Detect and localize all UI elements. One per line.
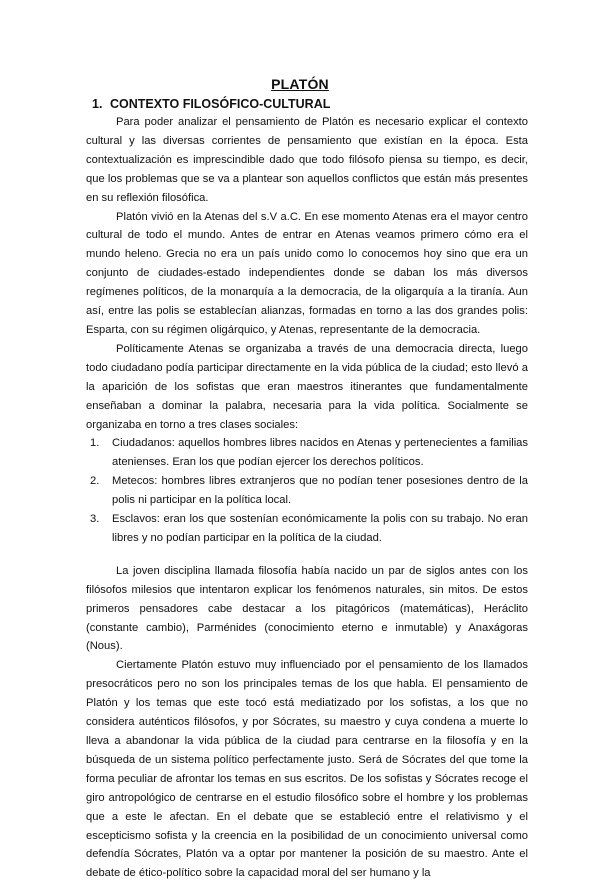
paragraph-politics: Políticamente Atenas se organizaba a través de una democracia directa, luego todo ciudadano podía participar directamente en la vida pública de la ciudad; esto llevó a la aparición de los sofistas que eran maestros itinerantes que fundamentalmente enseñaban a dominar la palabra, necesaria para la vida política. Socialmente se organizaba en torno a tres clases sociales: (86, 342, 528, 431)
document-body (86, 113, 528, 883)
section-heading (92, 97, 330, 111)
social-classes-list (86, 434, 528, 547)
list-item-text: Metecos: hombres libres extranjeros que no podían tener posesiones dentro de la polis ni participar en la política local. (112, 475, 528, 507)
paragraph-athens: Platón vivió en la Atenas del s.V a.C. En ese momento Atenas era el mayor centro cultural de todo el mundo. Antes de entrar en Atenas veamos primero cómo era el mundo heleno. Grecia no era un país unido como lo conocemos hoy sino que era un conjunto de ciudades-estado independientes donde se daban los más diversos regímenes políticos, de la monarquía a la democracia, de la oligarquía a la tiranía. Aun así, entre las polis se establecían alianzas, formadas en torno a las dos grandes polis: Esparta, con su régimen oligárquico, y Atenas, representante de la democracia. (86, 210, 528, 336)
paragraph-philosophy-origins: La joven disciplina llamada filosofía había nacido un par de siglos antes con los filósofos milesios que intentaron explicar los fenómenos naturales, sin mitos. De estos primeros pensadores cabe destacar a los pitagóricos (matemáticas), Heráclito (constante cambio), Parménides (conocimiento eterno e inmutable) y Anaxágoras (Nous). (86, 564, 528, 653)
page-title: PLATÓN (271, 76, 329, 92)
list-item-text: Esclavos: eran los que sostenían económicamente la polis con su trabajo. No eran libres y no podían participar en la política de la ciudad. (112, 513, 528, 544)
list-item-text: Ciudadanos: aquellos hombres libres nacidos en Atenas y pertenecientes a familias atenienses. Eran los que podían ejercer los derechos políticos. (112, 437, 528, 469)
list-marker: 3. (90, 513, 100, 526)
list-item-metecos (86, 472, 528, 510)
section-number: 1. (92, 97, 103, 111)
paragraph-spacer (86, 548, 528, 562)
list-item-ciudadanos (86, 434, 528, 472)
section-title: CONTEXTO FILOSÓFICO-CULTURAL (110, 97, 331, 111)
list-marker: 1. (90, 437, 100, 450)
list-marker: 2. (90, 475, 100, 488)
list-item-esclavos (86, 510, 528, 548)
paragraph-influences: Ciertamente Platón estuvo muy influenciado por el pensamiento de los llamados presocráticos pero no son los principales temas de los que habla. El pensamiento de Platón y los temas que este tocó está mediatizado por los sofistas, a los que no considera auténticos filósofos, y por Sócrates, su maestro y cuya condena a muerte lo lleva a abandonar la vida pública de la ciudad para centrarse en la filosofía y en la búsqueda de un sistema político perfectamente justo. Será de Sócrates del que tome la forma peculiar de afrontar los temas en sus escritos. De los sofistas y Sócrates recoge el giro antropológico de centrarse en el estudio filosófico sobre el hombre y los problemas que a este le afectan. En el debate que se estableció entre el relativismo y el escepticismo sofista y la creencia en la posibilidad de un conocimiento universal como defendía Sócrates, Platón va a optar por mantener la posición de su maestro. Ante el debate de ético-político sobre la capacidad moral del ser humano y la (86, 659, 528, 880)
paragraph-intro: Para poder analizar el pensamiento de Platón es necesario explicar el contexto cultural y las diversas corrientes de pensamiento que existían en la época. Esta contextualización es imprescindible dado que todo filósofo piensa su tiempo, es decir, que los problemas que se va a plantear son aquellos conflictos que están más presentes en su reflexión filosófica. (86, 116, 528, 204)
